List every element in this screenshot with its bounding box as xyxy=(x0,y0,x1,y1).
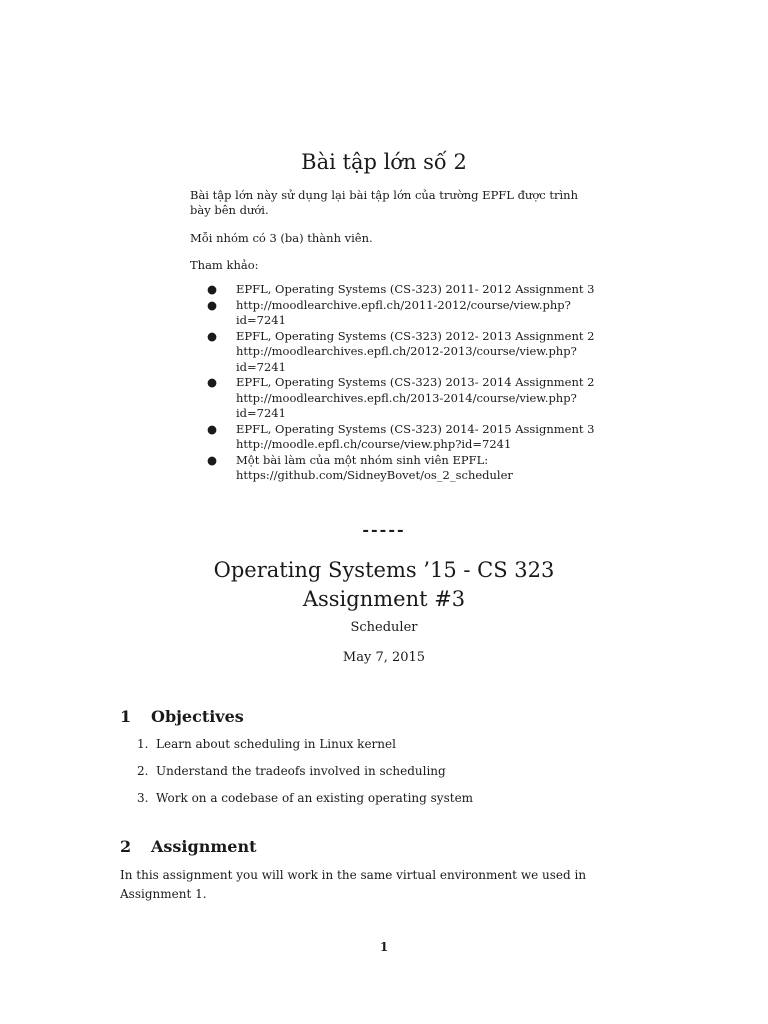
bullet-icon: ● xyxy=(207,452,218,467)
intro-paragraph: Bài tập lớn này sử dụng lại bài tập lớn của trường EPFL được trình bày bên dưới. xyxy=(190,188,578,217)
objectives-list xyxy=(137,737,473,818)
bullet-icon: ● xyxy=(207,297,218,312)
section-separator: ----- xyxy=(362,520,406,539)
reference-text: http://moodlearchive.epfl.ch/2011-2012/course/view.php?id=7241 xyxy=(236,297,571,327)
objective-item xyxy=(137,791,473,818)
vietnamese-title: Bài tập lớn số 2 xyxy=(301,150,467,174)
reference-item xyxy=(190,298,610,329)
assignment-paragraph: In this assignment you will work in the same virtual environment we used in Assignment 1. xyxy=(120,868,587,901)
bullet-icon: ● xyxy=(207,282,218,296)
objective-text: Work on a codebase of an existing operating system xyxy=(156,791,474,805)
section-title: Assignment xyxy=(151,837,257,856)
section-number: 2 xyxy=(120,837,132,856)
reference-text: EPFL, Operating Systems (CS-323) 2014- 2015 Assignment 3 http://moodle.epfl.ch/course/view.php?id=7241 xyxy=(236,421,595,451)
page-number: 1 xyxy=(379,940,389,954)
reference-text: EPFL, Operating Systems (CS-323) 2011- 2012 Assignment 3 xyxy=(236,282,595,296)
item-number: 3. xyxy=(137,791,149,805)
item-number: 1. xyxy=(137,737,149,751)
document-date: May 7, 2015 xyxy=(342,650,426,665)
objective-text: Learn about scheduling in Linux kernel xyxy=(156,737,396,751)
document-subtitle: Scheduler xyxy=(350,620,418,635)
reference-item xyxy=(190,329,610,376)
objective-text: Understand the tradeofs involved in scheduling xyxy=(156,764,446,778)
bullet-icon: ● xyxy=(207,328,218,343)
references-label: Tham khảo: xyxy=(190,258,259,272)
group-size-paragraph: Mỗi nhóm có 3 (ba) thành viên. xyxy=(190,231,373,245)
reference-text: EPFL, Operating Systems (CS-323) 2013- 2014 Assignment 2 http://moodlearchives.epfl.ch/2013-2014/course/view.php?id=7241 xyxy=(236,375,595,420)
reference-item xyxy=(190,453,610,484)
document-title xyxy=(0,556,768,614)
section-title: Objectives xyxy=(151,707,244,726)
objective-item xyxy=(137,737,473,764)
bullet-icon: ● xyxy=(207,421,218,436)
document-title-line1: Operating Systems ’15 - CS 323 xyxy=(213,558,555,582)
reference-item xyxy=(190,422,610,453)
item-number: 2. xyxy=(137,764,149,778)
document-title-line2: Assignment #3 xyxy=(302,587,466,611)
reference-item xyxy=(190,282,610,298)
reference-list xyxy=(190,282,610,484)
reference-text: EPFL, Operating Systems (CS-323) 2012- 2013 Assignment 2 http://moodlearchives.epfl.ch/2012-2013/course/view.php?id=7241 xyxy=(236,328,595,374)
section-number: 1 xyxy=(120,707,132,726)
bullet-icon: ● xyxy=(207,375,218,389)
section-heading-assignment xyxy=(120,837,256,856)
objective-item xyxy=(137,764,473,791)
section-heading-objectives xyxy=(120,707,244,726)
reference-text: Một bài làm của một nhóm sinh viên EPFL: https://github.com/SidneyBovet/os_2_scheduler xyxy=(236,452,513,482)
reference-item xyxy=(190,375,610,422)
